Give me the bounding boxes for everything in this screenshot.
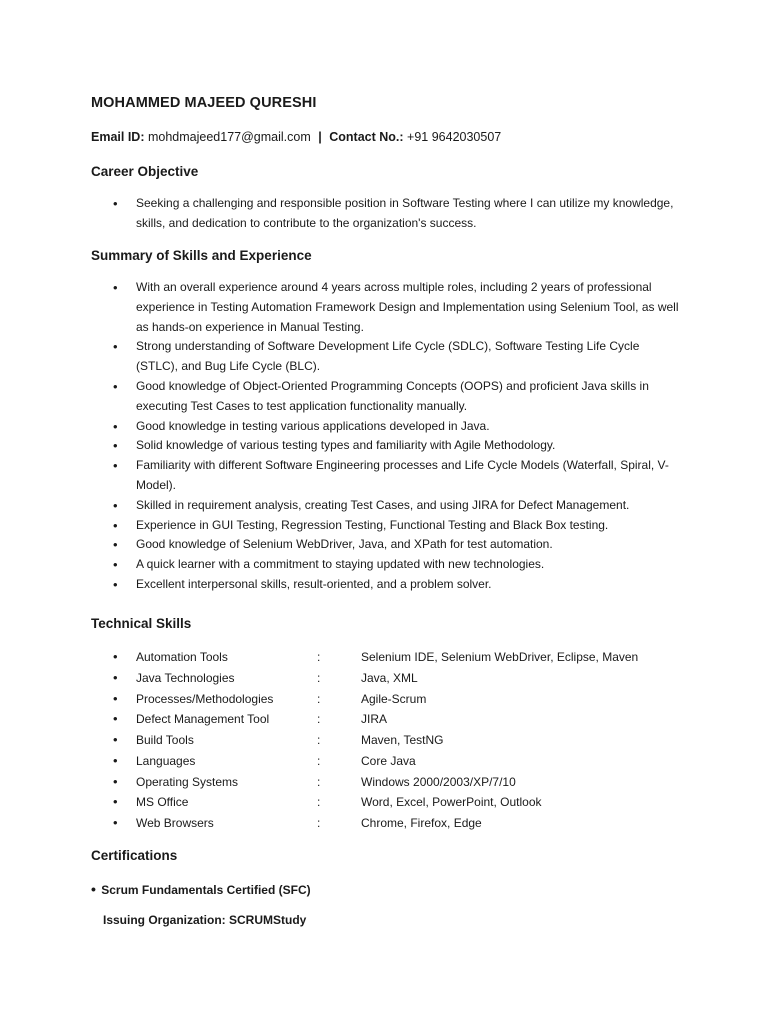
- skill-separator: :: [317, 733, 321, 747]
- skill-value: Chrome, Firefox, Edge: [361, 816, 482, 830]
- skill-value: Agile-Scrum: [361, 691, 427, 706]
- skill-value: Core Java: [361, 753, 416, 768]
- table-row: [113, 792, 542, 813]
- list-item: • Strong understanding of Software Development Life Cycle (SDLC), Software Testing Life Cycle (STLC), and Bug Life Cycle (BLC).: [113, 337, 683, 377]
- list-item: • Familiarity with different Software Engineering processes and Life Cycle Models (Waterfall, Spiral, V-Model).: [113, 456, 683, 496]
- career-objective-list: [113, 194, 683, 234]
- skill-value: Windows 2000/2003/XP/7/10: [361, 774, 516, 789]
- skill-separator: :: [317, 670, 321, 685]
- skill-value: Maven, TestNG: [361, 733, 444, 747]
- skill-category: • Defect Management Tool: [136, 712, 270, 727]
- skill-category: • Languages: [136, 753, 196, 768]
- skill-separator: :: [317, 795, 321, 810]
- table-row: [113, 668, 418, 689]
- phone-label: Contact No.:: [329, 130, 404, 144]
- table-row: [113, 647, 639, 668]
- skill-value: Word, Excel, PowerPoint, Outlook: [361, 795, 542, 810]
- skill-category: • Java Technologies: [136, 670, 235, 685]
- table-row: [113, 813, 482, 834]
- email-value: mohdmajeed177@gmail.com: [147, 130, 311, 144]
- skill-separator: :: [317, 774, 321, 789]
- skill-separator: :: [317, 712, 321, 727]
- table-row: [113, 709, 388, 730]
- skill-category: • MS Office: [136, 795, 189, 810]
- table-row: [113, 772, 516, 793]
- skill-category: • Build Tools: [136, 733, 194, 747]
- table-row: [113, 689, 427, 710]
- certification-name: Scrum Fundamentals Certified (SFC): [101, 883, 311, 897]
- list-item: • Excellent interpersonal skills, result-oriented, and a problem solver.: [113, 575, 683, 595]
- list-item: • Good knowledge of Selenium WebDriver, Java, and XPath for test automation.: [113, 535, 683, 555]
- technical-skills-list: [113, 647, 639, 834]
- certification-issuer: Issuing Organization: SCRUMStudy: [103, 913, 307, 927]
- phone-value: +91 9642030507: [407, 130, 502, 144]
- list-item: • Seeking a challenging and responsible position in Software Testing where I can utilize my knowledge, skills, and dedication to contribute to the organization's success.: [113, 194, 683, 234]
- skill-value: JIRA: [361, 712, 388, 727]
- skill-value: Java, XML: [361, 670, 418, 685]
- table-row: [113, 730, 444, 751]
- list-item: • With an overall experience around 4 years across multiple roles, including 2 years of professional experience in Testing Automation Framework Design and Implementation using Selenium Tool, as well as hands-on experience in Manual Testing.: [113, 278, 683, 337]
- skill-category: • Operating Systems: [136, 774, 239, 789]
- skill-category: • Web Browsers: [136, 816, 214, 830]
- bullet-icon: •: [91, 881, 96, 897]
- skill-separator: :: [317, 650, 321, 664]
- skill-separator: :: [317, 753, 321, 768]
- candidate-name: MOHAMMED MAJEED QURESHI: [91, 95, 317, 111]
- contact-separator: |: [318, 130, 322, 144]
- summary-list: [113, 278, 683, 595]
- list-item: • Good knowledge in testing various applications developed in Java.: [113, 417, 683, 437]
- skill-separator: :: [317, 816, 321, 830]
- certifications-heading: Certifications: [91, 848, 178, 863]
- table-row: [113, 751, 416, 772]
- skill-category: • Processes/Methodologies: [136, 691, 274, 706]
- email-label: Email ID:: [91, 130, 145, 144]
- career-objective-heading: Career Objective: [91, 164, 199, 179]
- skill-category: • Automation Tools: [136, 650, 228, 664]
- technical-skills-heading: Technical Skills: [91, 616, 192, 631]
- summary-heading: Summary of Skills and Experience: [91, 248, 312, 263]
- list-item: • A quick learner with a commitment to staying updated with new technologies.: [113, 555, 683, 575]
- skill-separator: :: [317, 691, 321, 706]
- list-item: • Good knowledge of Object-Oriented Programming Concepts (OOPS) and proficient Java skills in executing Test Cases to test application functionality manually.: [113, 377, 683, 417]
- contact-line: [91, 130, 501, 144]
- certification-item: [91, 881, 311, 897]
- skill-value: Selenium IDE, Selenium WebDriver, Eclipse, Maven: [361, 650, 639, 664]
- list-item: • Experience in GUI Testing, Regression Testing, Functional Testing and Black Box testing.: [113, 516, 683, 536]
- list-item: • Skilled in requirement analysis, creating Test Cases, and using JIRA for Defect Management.: [113, 496, 683, 516]
- list-item: • Solid knowledge of various testing types and familiarity with Agile Methodology.: [113, 436, 683, 456]
